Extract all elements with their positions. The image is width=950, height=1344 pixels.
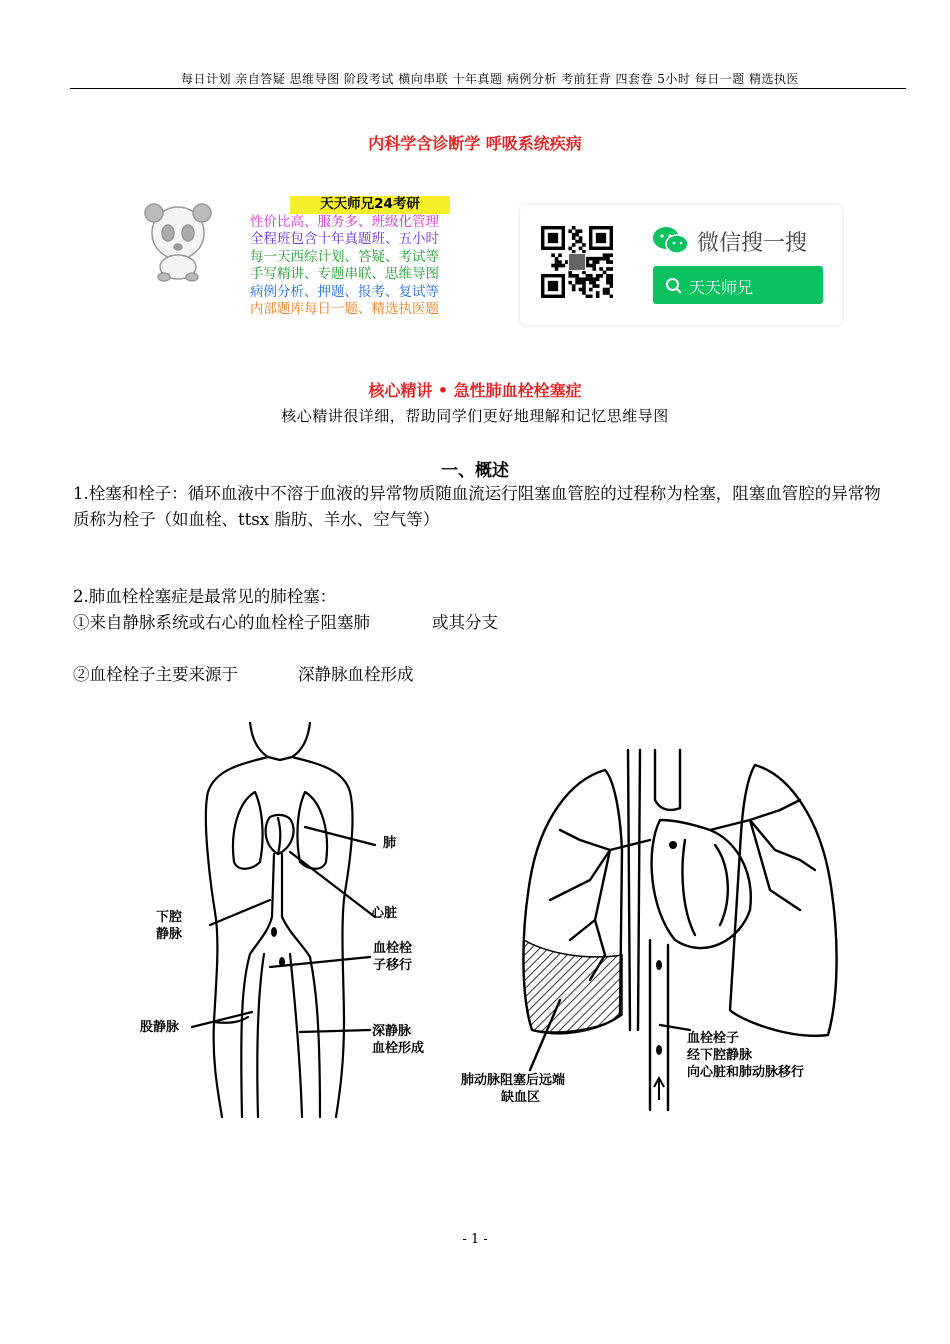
label-ivc-line1: 下腔	[156, 910, 183, 925]
paragraph-embolism-definition: 1.栓塞和栓子：循环血液中不溶于血液的异常物质随血流运行阻塞血管腔的过程称为栓塞，阻塞血管腔的异常物质称为栓子（如血栓、ttsx 脂肪、羊水、空气等）	[73, 484, 881, 529]
label-heart: 心脏	[371, 906, 398, 921]
point-2-text: ②血栓栓子主要来源于	[73, 665, 238, 684]
paragraph-point-1	[73, 610, 893, 636]
label-embolus-line1: 血栓栓	[373, 941, 413, 956]
ad-line: 内部题库每日一题、精选执医题	[250, 301, 439, 317]
ad-line: 每一天西综计划、答疑、考试等	[250, 248, 439, 265]
section-title: 核心精讲 • 急性肺血栓栓塞症	[368, 381, 582, 400]
label-embolus-line2: 子移行	[373, 958, 413, 973]
ad-title: 天天师兄24考研	[290, 196, 450, 214]
label-ischemia-area	[461, 1072, 565, 1106]
ad-line: 性价比高、服务多、班级化管理	[250, 213, 439, 230]
label-embolus-migration	[373, 940, 412, 974]
paragraph-point-2	[73, 662, 893, 688]
wechat-logo-icon	[652, 225, 690, 255]
ad-line: 全程班包含十年真题班、五小时	[250, 231, 439, 247]
paragraph-pte-intro: 2.肺血栓栓塞症是最常见的肺栓塞：	[73, 587, 337, 606]
label-path-line3: 向心脏和肺动脉移行	[687, 1065, 805, 1080]
label-dvt-line2: 血栓形成	[372, 1041, 425, 1056]
label-path-line1: 血栓栓子	[687, 1031, 740, 1046]
panda-mascot-icon	[136, 203, 221, 283]
header-rule	[70, 88, 906, 89]
ad-line: 手写精讲、专题串联、思维导图	[250, 266, 439, 282]
label-ischemia-line2: 缺血区	[501, 1090, 541, 1105]
label-embolus-path	[687, 1030, 804, 1081]
document-title: 内科学含诊断学 呼吸系统疾病	[368, 134, 582, 153]
page-number: - 1 -	[462, 1232, 488, 1247]
wechat-search-button[interactable]	[653, 266, 823, 304]
heading-overview: 一、概述	[441, 461, 509, 481]
header-nav-text: 每日计划 亲自答疑 思维导图 阶段考试 横向串联 十年真题 病例分析 考前狂背 四套卷 5小时 每日一题 精选执医	[180, 72, 800, 86]
label-path-line2: 经下腔静脉	[687, 1048, 753, 1063]
ad-text-block	[250, 196, 510, 319]
label-lung: 肺	[383, 836, 397, 851]
label-dvt	[372, 1023, 424, 1057]
section-subtitle: 核心精讲很详细，帮助同学们更好地理解和记忆思维导图	[281, 407, 669, 425]
label-femoral-vein: 股静脉	[140, 1020, 180, 1035]
point-1-answer: 或其分支	[432, 613, 498, 632]
ad-line: 病例分析、押题、报考、复试等	[250, 283, 439, 300]
point-1-text: ①来自静脉系统或右心的血栓栓子阻塞肺	[73, 613, 370, 632]
search-icon	[665, 277, 683, 295]
wechat-search-text: 微信搜一搜	[697, 231, 808, 256]
label-ischemia-line1: 肺动脉阻塞后远端	[461, 1073, 566, 1088]
qr-code-icon	[541, 226, 613, 298]
label-ivc-line2: 静脉	[156, 927, 183, 942]
label-dvt-line1: 深静脉	[372, 1024, 412, 1039]
label-ivc	[156, 909, 182, 943]
wechat-button-label: 天天师兄	[689, 278, 754, 297]
point-2-answer: 深静脉血栓形成	[298, 665, 414, 684]
